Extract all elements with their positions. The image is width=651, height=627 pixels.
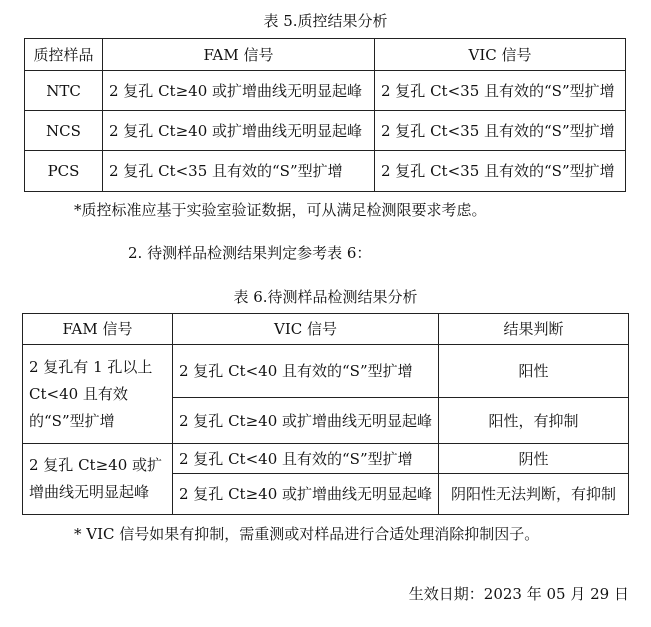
- table6-cell-vic: 2 复孔 Ct<40 且有效的“S”型扩增: [173, 444, 439, 474]
- table5-header-row: [25, 39, 626, 71]
- table5-header-vic: VIC 信号: [375, 39, 626, 71]
- table5-cell-fam: 2 复孔 Ct≥40 或扩增曲线无明显起峰: [103, 71, 375, 111]
- table6-cell-result: 阳性，有抑制: [439, 398, 629, 444]
- table5-cell-fam: 2 复孔 Ct≥40 或扩增曲线无明显起峰: [103, 111, 375, 151]
- section-heading: 2. 待测样品检测结果判定参考表 6：: [128, 244, 372, 262]
- table-row: [23, 345, 629, 398]
- table-row: [25, 151, 626, 192]
- table5-cell-vic: 2 复孔 Ct<35 且有效的“S”型扩增: [375, 111, 626, 151]
- table-row: [23, 444, 629, 474]
- table6-header-vic: VIC 信号: [173, 314, 439, 345]
- table6-fam-group1: 2 复孔有 1 孔以上 Ct<40 且有效的“S”型扩增: [23, 345, 173, 444]
- table-row: [25, 111, 626, 151]
- table5: [24, 38, 626, 192]
- table5-cell-sample: NTC: [25, 71, 103, 111]
- table5-cell-sample: PCS: [25, 151, 103, 192]
- table6-cell-result: 阳性: [439, 345, 629, 398]
- table5-cell-fam: 2 复孔 Ct<35 且有效的“S”型扩增: [103, 151, 375, 192]
- table6-header-row: [23, 314, 629, 345]
- table6-header-result: 结果判断: [439, 314, 629, 345]
- table5-caption: 表 5.质控结果分析: [263, 12, 388, 30]
- table5-cell-vic: 2 复孔 Ct<35 且有效的“S”型扩增: [375, 71, 626, 111]
- table5-header-fam: FAM 信号: [103, 39, 375, 71]
- table5-note: *质控标准应基于实验室验证数据，可从满足检测限要求考虑。: [74, 201, 487, 219]
- table6-cell-vic: 2 复孔 Ct≥40 或扩增曲线无明显起峰: [173, 398, 439, 444]
- table6-cell-vic: 2 复孔 Ct≥40 或扩增曲线无明显起峰: [173, 474, 439, 515]
- table6-fam-group2: 2 复孔 Ct≥40 或扩增曲线无明显起峰: [23, 444, 173, 515]
- table6: [22, 313, 629, 515]
- table6-note: * VIC 信号如果有抑制，需重测或对样品进行合适处理消除抑制因子。: [74, 525, 540, 543]
- table6-header-fam: FAM 信号: [23, 314, 173, 345]
- table6-cell-vic: 2 复孔 Ct<40 且有效的“S”型扩增: [173, 345, 439, 398]
- table6-caption: 表 6.待测样品检测结果分析: [233, 288, 418, 306]
- table6-cell-result: 阴性: [439, 444, 629, 474]
- table5-header-sample: 质控样品: [25, 39, 103, 71]
- table-row: [25, 71, 626, 111]
- table5-cell-vic: 2 复孔 Ct<35 且有效的“S”型扩增: [375, 151, 626, 192]
- effective-date: 生效日期：2023 年 05 月 29 日: [408, 585, 629, 603]
- table6-cell-result: 阴阳性无法判断，有抑制: [439, 474, 629, 515]
- table5-cell-sample: NCS: [25, 111, 103, 151]
